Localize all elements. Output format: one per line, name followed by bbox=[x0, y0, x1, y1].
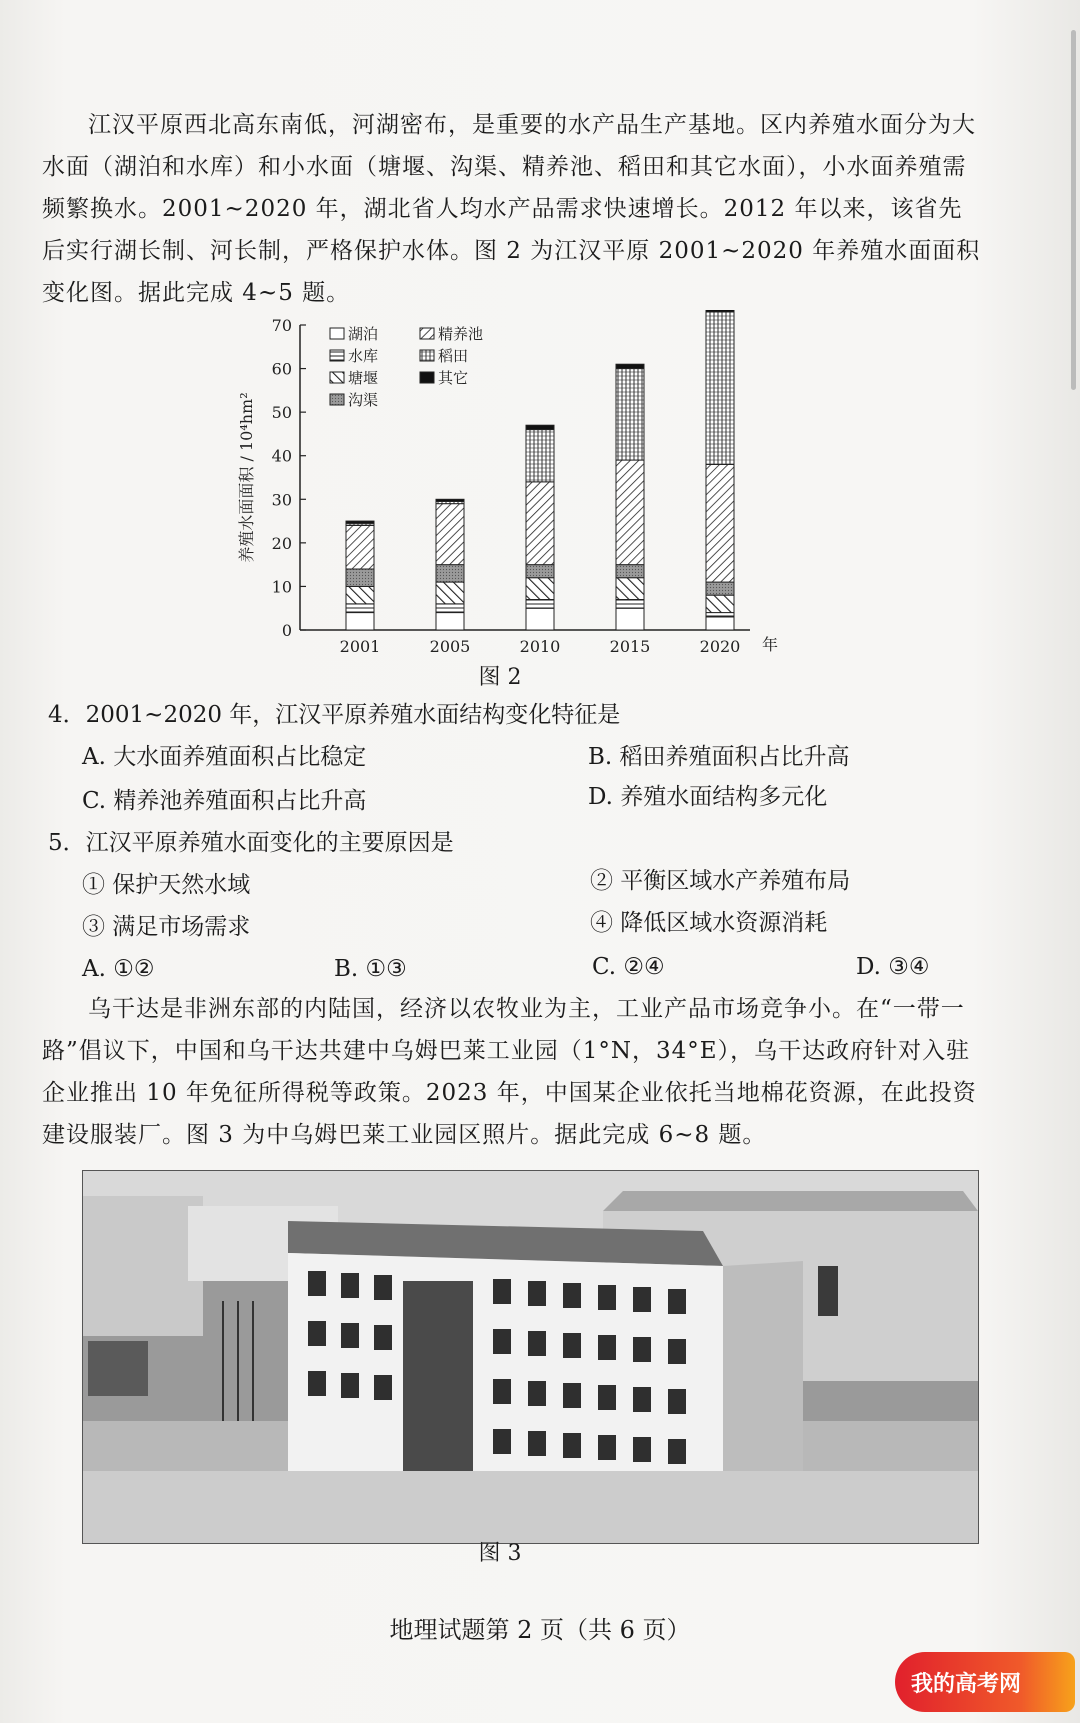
bar-segment-2010-4 bbox=[526, 482, 554, 565]
stacked-bar-chart bbox=[220, 310, 780, 660]
x-tick-label: 2010 bbox=[519, 637, 561, 656]
bar-segment-2015-1 bbox=[616, 600, 644, 609]
y-tick-label: 20 bbox=[271, 533, 292, 553]
y-tick-label: 10 bbox=[271, 577, 292, 597]
y-tick-label: 40 bbox=[271, 446, 292, 466]
bar-segment-2005-4 bbox=[436, 504, 464, 565]
q5-option-a: A. ①② bbox=[82, 956, 155, 982]
q5-option-c: C. ②④ bbox=[592, 954, 665, 980]
legend-label: 精养池 bbox=[438, 325, 484, 343]
bar-segment-2020-0 bbox=[706, 617, 734, 630]
q5-item-1: ① 保护天然水域 bbox=[82, 872, 251, 898]
legend-label: 塘堰 bbox=[348, 369, 379, 387]
bar-segment-2005-3 bbox=[436, 565, 464, 582]
passage-2: 乌干达是非洲东部的内陆国，经济以农牧业为主，工业产品市场竞争小。在“一带一路”倡议下，中国和乌干达共建中乌姆巴莱工业园（1°N，34°E），乌干达政府针对入驻企业推出 10 年免征所得税等政策。2023 年，中国某企业依托当地棉花资源，在此投资建设服装厂。图 3 为中乌姆巴莱工业园区照片。据此完成 6~8 题。 bbox=[42, 996, 977, 1148]
x-tick-label: 2001 bbox=[339, 637, 381, 656]
scrollbar[interactable] bbox=[1071, 30, 1076, 390]
bar-segment-2020-3 bbox=[706, 582, 734, 595]
legend-swatch-5 bbox=[420, 350, 434, 361]
bar-segment-2010-2 bbox=[526, 578, 554, 600]
bar-segment-2020-4 bbox=[706, 464, 734, 582]
industrial-park-photo bbox=[82, 1170, 979, 1544]
bar-segment-2015-5 bbox=[616, 369, 644, 460]
figure-2-chart bbox=[220, 310, 780, 660]
bar-segment-2010-3 bbox=[526, 565, 554, 578]
bar-segment-2001-4 bbox=[346, 525, 374, 569]
legend-label: 沟渠 bbox=[348, 391, 379, 409]
q4-option-c: C. 精养池养殖面积占比升高 bbox=[82, 788, 367, 814]
x-tick-label: 2020 bbox=[699, 637, 741, 656]
y-tick-label: 0 bbox=[281, 621, 292, 640]
bar-segment-2001-0 bbox=[346, 613, 374, 630]
q4-option-b: B. 稻田养殖面积占比升高 bbox=[588, 744, 850, 770]
x-tick-label: 2015 bbox=[609, 637, 651, 656]
question-5-stem: 5．江汉平原养殖水面变化的主要原因是 bbox=[48, 830, 454, 856]
bar-segment-2015-3 bbox=[616, 565, 644, 578]
bar-segment-2010-0 bbox=[526, 608, 554, 630]
bar-segment-2005-0 bbox=[436, 613, 464, 630]
site-watermark-logo[interactable]: 我的高考网 bbox=[895, 1652, 1075, 1712]
figure-3-caption: 图 3 bbox=[478, 1541, 522, 1566]
passage-1: 江汉平原西北高东南低，河湖密布，是重要的水产品生产基地。区内养殖水面分为大水面（湖泊和水库）和小水面（塘堰、沟渠、精养池、稻田和其它水面），小水面养殖需频繁换水。2001~2020 年，湖北省人均水产品需求快速增长。2012 年以来，该省先后实行湖长制、河长制，严格保护水体。图 2 为江汉平原 2001~2020 年养殖水面面积变化图。据此完成 4~5 题。 bbox=[42, 112, 981, 306]
y-tick-label: 50 bbox=[271, 403, 292, 423]
bar-segment-2020-6 bbox=[706, 310, 734, 312]
bar-segment-2020-1 bbox=[706, 613, 734, 617]
bar-segment-2001-1 bbox=[346, 604, 374, 613]
legend-swatch-3 bbox=[330, 394, 344, 405]
legend-label: 湖泊 bbox=[348, 325, 379, 343]
bar-segment-2001-3 bbox=[346, 569, 374, 586]
bar-segment-2015-0 bbox=[616, 608, 644, 630]
bar-segment-2005-2 bbox=[436, 582, 464, 604]
legend-swatch-1 bbox=[330, 350, 344, 361]
bar-segment-2010-1 bbox=[526, 600, 554, 609]
q5-option-d: D. ③④ bbox=[856, 954, 930, 980]
bar-segment-2010-5 bbox=[526, 430, 554, 482]
x-axis-label: 年 bbox=[762, 635, 779, 654]
legend-swatch-2 bbox=[330, 372, 344, 383]
legend-swatch-6 bbox=[420, 372, 434, 383]
legend-swatch-0 bbox=[330, 328, 344, 339]
bar-segment-2005-6 bbox=[436, 499, 464, 501]
q4-option-d: D. 养殖水面结构多元化 bbox=[588, 784, 828, 810]
y-tick-label: 30 bbox=[271, 490, 292, 510]
y-tick-label: 60 bbox=[271, 359, 292, 379]
legend-label: 其它 bbox=[438, 369, 469, 387]
x-tick-label: 2005 bbox=[429, 637, 471, 656]
legend-label: 稻田 bbox=[438, 347, 469, 365]
q5-item-3: ③ 满足市场需求 bbox=[82, 914, 251, 940]
bar-segment-2010-6 bbox=[526, 425, 554, 429]
bar-segment-2005-1 bbox=[436, 604, 464, 613]
q5-item-2: ② 平衡区域水产养殖布局 bbox=[590, 868, 851, 894]
bar-segment-2015-4 bbox=[616, 460, 644, 565]
y-axis-label: 养殖水面面积 / 10⁴hm² bbox=[237, 392, 256, 563]
bar-segment-2015-2 bbox=[616, 578, 644, 600]
bar-segment-2020-2 bbox=[706, 595, 734, 612]
legend-label: 水库 bbox=[348, 347, 379, 365]
bar-segment-2001-6 bbox=[346, 521, 374, 523]
q4-option-a: A. 大水面养殖面积占比稳定 bbox=[82, 744, 367, 770]
y-tick-label: 70 bbox=[271, 316, 292, 335]
question-4-stem: 4．2001~2020 年，江汉平原养殖水面结构变化特征是 bbox=[48, 702, 621, 728]
bar-segment-2020-5 bbox=[706, 312, 734, 465]
page-footer: 地理试题第 2 页（共 6 页） bbox=[389, 1616, 691, 1644]
legend-swatch-4 bbox=[420, 328, 434, 339]
bar-segment-2001-2 bbox=[346, 586, 374, 603]
bar-segment-2015-6 bbox=[616, 364, 644, 368]
figure-2-caption: 图 2 bbox=[478, 665, 522, 690]
q5-option-b: B. ①③ bbox=[334, 956, 407, 982]
q5-item-4: ④ 降低区域水资源消耗 bbox=[590, 910, 828, 936]
